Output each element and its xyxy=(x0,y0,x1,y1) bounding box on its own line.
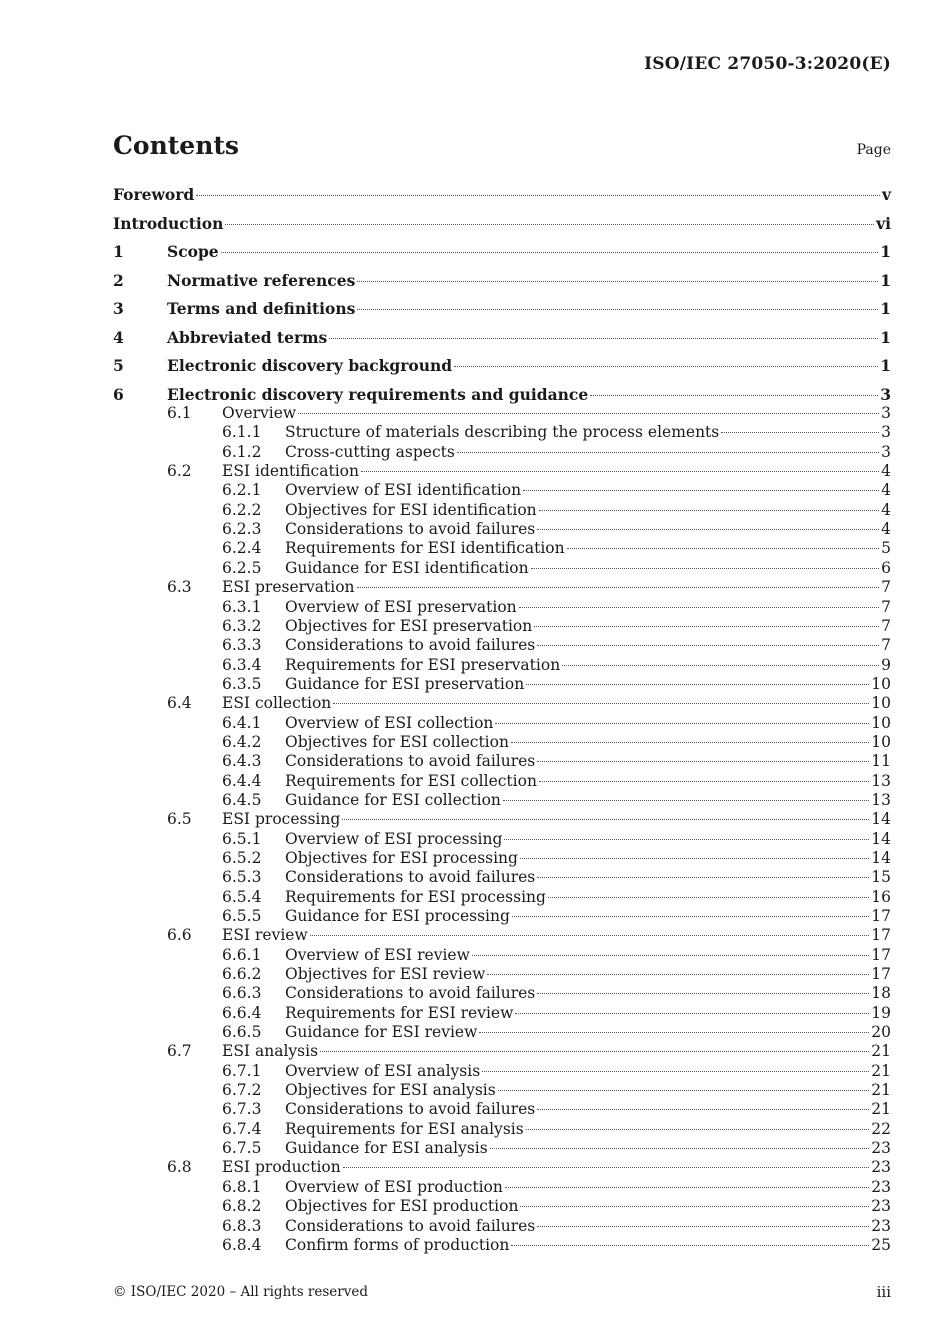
toc-entry-page: 25 xyxy=(871,1235,891,1254)
toc-entry[interactable] xyxy=(113,830,891,849)
toc-entry-number: 6.8.1 xyxy=(222,1177,262,1196)
toc-entry-label: Electronic discovery requirements and guidance xyxy=(167,384,589,404)
toc-entry-label: Electronic discovery background xyxy=(167,356,453,376)
dot-leader xyxy=(534,626,879,627)
dot-leader xyxy=(721,432,879,433)
toc-entry-page: 22 xyxy=(871,1119,891,1138)
toc-entry[interactable] xyxy=(113,675,891,694)
toc-entry[interactable] xyxy=(113,1120,891,1139)
toc-entry-label: ESI preservation xyxy=(222,578,355,597)
toc-entry-page: 10 xyxy=(871,713,891,732)
toc-entry[interactable] xyxy=(113,1158,891,1177)
toc-entry-label: Cross-cutting aspects xyxy=(285,442,455,461)
toc-entry[interactable] xyxy=(113,385,891,404)
dot-leader xyxy=(342,819,869,820)
toc-entry-number: 6.3.4 xyxy=(222,655,262,674)
dot-leader xyxy=(482,1071,869,1072)
toc-entry-number: 6.4.2 xyxy=(222,732,262,751)
toc-entry-page: 3 xyxy=(881,404,891,423)
toc-entry[interactable] xyxy=(113,356,891,375)
dot-leader xyxy=(537,1109,869,1110)
toc-entry[interactable] xyxy=(113,791,891,810)
toc-entry-label: Requirements for ESI analysis xyxy=(285,1119,524,1138)
toc-entry-number: 6.2.3 xyxy=(222,520,262,539)
toc-entry-number: 1 xyxy=(113,242,124,262)
toc-entry[interactable] xyxy=(113,559,891,578)
dot-leader xyxy=(298,413,879,414)
toc-entry-number: 2 xyxy=(113,270,124,290)
toc-entry-page: 5 xyxy=(881,539,891,558)
toc-entry-page: 21 xyxy=(871,1100,891,1119)
toc-entry[interactable] xyxy=(113,733,891,752)
toc-entry-label: ESI production xyxy=(222,1158,341,1177)
toc-entry-label: Considerations to avoid failures xyxy=(285,868,536,887)
toc-entry[interactable] xyxy=(113,907,891,926)
toc-entry-label: Considerations to avoid failures xyxy=(285,1100,536,1119)
toc-entry-label: Objectives for ESI preservation xyxy=(285,616,533,635)
toc-entry[interactable] xyxy=(113,328,891,347)
dot-leader xyxy=(472,955,869,956)
dot-leader xyxy=(523,490,879,491)
toc-entry-number: 6.7.2 xyxy=(222,1081,262,1100)
toc-entry-page: 7 xyxy=(881,597,891,616)
dot-leader xyxy=(487,974,869,975)
dot-leader xyxy=(479,1032,869,1033)
dot-leader xyxy=(357,309,878,310)
toc-entry-number: 6.7 xyxy=(167,1042,192,1061)
toc-entry-label: Structure of materials describing the process elements xyxy=(285,423,720,442)
toc-entry-page: 23 xyxy=(871,1197,891,1216)
toc-entry-number: 6.7.1 xyxy=(222,1061,262,1080)
toc-entry-label: Requirements for ESI identification xyxy=(285,539,565,558)
toc-entry[interactable] xyxy=(113,1236,891,1255)
toc-entry[interactable] xyxy=(113,185,891,204)
toc-entry[interactable] xyxy=(113,868,891,887)
toc-entry-label: ESI identification xyxy=(222,462,359,481)
toc-entry-label: Guidance for ESI review xyxy=(285,1023,478,1042)
toc-entry-label: Considerations to avoid failures xyxy=(285,1216,536,1235)
toc-entry[interactable] xyxy=(113,617,891,636)
dot-leader xyxy=(511,1245,869,1246)
toc-entry-page: 4 xyxy=(881,481,891,500)
toc-entry-number: 6.4 xyxy=(167,694,192,713)
toc-entry-label: Terms and definitions xyxy=(167,299,356,319)
toc-entry[interactable] xyxy=(113,888,891,907)
toc-entry-label: Guidance for ESI collection xyxy=(285,790,501,809)
dot-leader xyxy=(495,723,869,724)
dot-leader xyxy=(454,366,878,367)
toc-entry[interactable] xyxy=(113,1004,891,1023)
toc-entry[interactable] xyxy=(113,694,891,713)
toc-entry-number: 6.6.1 xyxy=(222,945,262,964)
toc-entry-page: 1 xyxy=(880,299,891,319)
toc-entry-number: 6.3.5 xyxy=(222,674,262,693)
toc-entry-number: 6.4.4 xyxy=(222,771,262,790)
toc-entry-label: Overview of ESI production xyxy=(285,1177,503,1196)
toc-entry-label: Objectives for ESI production xyxy=(285,1197,519,1216)
toc-entry[interactable] xyxy=(113,1178,891,1197)
toc-entry-number: 6.4.3 xyxy=(222,752,262,771)
dot-leader xyxy=(490,1148,870,1149)
toc-entry-page: 1 xyxy=(880,242,891,262)
dot-leader xyxy=(537,761,869,762)
toc-entry-number: 6.7.5 xyxy=(222,1139,262,1158)
toc-entry-page: 14 xyxy=(871,829,891,848)
toc-entry-page: 17 xyxy=(871,945,891,964)
toc-entry-number: 6.5.4 xyxy=(222,887,262,906)
toc-entry-page: 3 xyxy=(880,384,891,404)
toc-entry-page: 4 xyxy=(881,520,891,539)
toc-entry-number: 6.6.2 xyxy=(222,965,262,984)
toc-entry-page: 23 xyxy=(871,1158,891,1177)
table-of-contents xyxy=(113,185,891,1255)
toc-entry[interactable] xyxy=(113,423,891,442)
dot-leader xyxy=(520,1206,869,1207)
toc-entry-label: Considerations to avoid failures xyxy=(285,520,536,539)
dot-leader xyxy=(320,1051,869,1052)
toc-entry-page: 1 xyxy=(880,327,891,347)
dot-leader xyxy=(526,1129,870,1130)
toc-entry-number: 6.2 xyxy=(167,462,192,481)
toc-entry-page: 16 xyxy=(871,887,891,906)
dot-leader xyxy=(562,665,879,666)
toc-entry-number: 6.5.3 xyxy=(222,868,262,887)
toc-entry-number: 6.2.5 xyxy=(222,558,262,577)
toc-entry-label: Objectives for ESI processing xyxy=(285,848,518,867)
dot-leader xyxy=(343,1167,870,1168)
toc-entry-page: 15 xyxy=(871,868,891,887)
toc-entry-number: 6.3.1 xyxy=(222,597,262,616)
toc-entry-number: 5 xyxy=(113,356,124,376)
toc-entry-page: 20 xyxy=(871,1023,891,1042)
toc-entry[interactable] xyxy=(113,1042,891,1061)
toc-entry-label: ESI analysis xyxy=(222,1042,319,1061)
toc-entry-number: 6.6.5 xyxy=(222,1023,262,1042)
toc-entry[interactable] xyxy=(113,299,891,318)
toc-entry-label: ESI processing xyxy=(222,810,341,829)
toc-entry[interactable] xyxy=(113,984,891,1003)
toc-entry-number: 6.8.3 xyxy=(222,1216,262,1235)
toc-entry-label: Guidance for ESI analysis xyxy=(285,1139,488,1158)
toc-entry-label: Considerations to avoid failures xyxy=(285,636,536,655)
dot-leader xyxy=(526,684,869,685)
toc-entry-label: Foreword xyxy=(113,185,195,204)
footer-copyright: © ISO/IEC 2020 – All rights reserved xyxy=(113,1284,368,1300)
toc-entry[interactable] xyxy=(113,578,891,597)
toc-entry[interactable] xyxy=(113,443,891,462)
toc-entry-page: 1 xyxy=(880,270,891,290)
toc-entry-number: 6 xyxy=(113,384,124,404)
toc-entry[interactable] xyxy=(113,462,891,481)
toc-entry-label: Requirements for ESI review xyxy=(285,1003,514,1022)
dot-leader xyxy=(503,800,869,801)
toc-entry-number: 6.1.1 xyxy=(222,423,262,442)
toc-entry-label: Guidance for ESI preservation xyxy=(285,674,525,693)
dot-leader xyxy=(504,839,869,840)
toc-entry-label: Requirements for ESI preservation xyxy=(285,655,561,674)
toc-entry[interactable] xyxy=(113,656,891,675)
toc-entry-number: 6.5 xyxy=(167,810,192,829)
toc-entry-page: 21 xyxy=(871,1061,891,1080)
toc-entry-label: Overview of ESI processing xyxy=(285,829,503,848)
page-title: Contents xyxy=(113,131,240,160)
toc-entry-label: Objectives for ESI collection xyxy=(285,732,509,751)
toc-entry-number: 6.6 xyxy=(167,926,192,945)
dot-leader xyxy=(537,877,869,878)
toc-entry[interactable] xyxy=(113,752,891,771)
toc-entry[interactable] xyxy=(113,271,891,290)
toc-entry-page: 4 xyxy=(881,462,891,481)
page-column-label: Page xyxy=(856,142,891,158)
toc-entry-number: 6.6.3 xyxy=(222,984,262,1003)
toc-entry[interactable] xyxy=(113,1100,891,1119)
toc-entry-number: 6.4.5 xyxy=(222,790,262,809)
toc-entry-page: 18 xyxy=(871,984,891,1003)
toc-entry-number: 6.6.4 xyxy=(222,1003,262,1022)
toc-entry-number: 6.1 xyxy=(167,404,192,423)
toc-entry-number: 6.1.2 xyxy=(222,442,262,461)
toc-entry-label: Overview of ESI analysis xyxy=(285,1061,481,1080)
toc-entry-number: 3 xyxy=(113,299,124,319)
toc-entry-label: ESI collection xyxy=(222,694,332,713)
toc-entry-number: 6.7.3 xyxy=(222,1100,262,1119)
toc-entry-label: Considerations to avoid failures xyxy=(285,984,536,1003)
dot-leader xyxy=(505,1187,869,1188)
toc-entry[interactable] xyxy=(113,965,891,984)
toc-entry-number: 6.4.1 xyxy=(222,713,262,732)
toc-entry-page: 3 xyxy=(881,442,891,461)
toc-entry-number: 6.8.4 xyxy=(222,1235,262,1254)
dot-leader xyxy=(457,452,879,453)
footer-page-number: iii xyxy=(876,1283,891,1301)
toc-entry-label: Confirm forms of production xyxy=(285,1235,510,1254)
toc-entry-page: 13 xyxy=(871,771,891,790)
toc-entry-label: Abbreviated terms xyxy=(167,327,328,347)
toc-entry[interactable] xyxy=(113,214,891,233)
toc-entry[interactable] xyxy=(113,1217,891,1236)
toc-entry-page: 7 xyxy=(881,578,891,597)
toc-entry-label: Overview of ESI identification xyxy=(285,481,522,500)
toc-entry-label: Normative references xyxy=(167,270,356,290)
toc-entry-page: 3 xyxy=(881,423,891,442)
toc-entry-label: ESI review xyxy=(222,926,308,945)
toc-entry-number: 6.8.2 xyxy=(222,1197,262,1216)
toc-entry-page: 10 xyxy=(871,732,891,751)
toc-entry-number: 6.8 xyxy=(167,1158,192,1177)
dot-leader xyxy=(537,645,879,646)
dot-leader xyxy=(531,568,880,569)
toc-entry[interactable] xyxy=(113,714,891,733)
dot-leader xyxy=(357,587,880,588)
toc-entry[interactable] xyxy=(113,404,891,423)
toc-entry-label: Objectives for ESI analysis xyxy=(285,1081,496,1100)
dot-leader xyxy=(357,281,878,282)
dot-leader xyxy=(539,510,879,511)
toc-entry-page: 7 xyxy=(881,636,891,655)
dot-leader xyxy=(512,916,869,917)
toc-entry[interactable] xyxy=(113,926,891,945)
dot-leader xyxy=(225,224,874,225)
toc-entry-page: 6 xyxy=(881,558,891,577)
toc-entry-label: Objectives for ESI identification xyxy=(285,500,537,519)
toc-entry-label: Introduction xyxy=(113,213,224,233)
toc-entry-page: 17 xyxy=(871,965,891,984)
toc-entry-page: 21 xyxy=(871,1081,891,1100)
toc-entry-page: 23 xyxy=(871,1216,891,1235)
toc-entry-number: 6.7.4 xyxy=(222,1119,262,1138)
toc-entry-label: Overview xyxy=(222,404,297,423)
toc-entry-label: Overview of ESI preservation xyxy=(285,597,517,616)
toc-entry-page: 14 xyxy=(871,848,891,867)
toc-entry-page: 17 xyxy=(871,926,891,945)
toc-entry[interactable] xyxy=(113,501,891,520)
dot-leader xyxy=(537,1226,869,1227)
dot-leader xyxy=(329,338,878,339)
toc-entry[interactable] xyxy=(113,772,891,791)
toc-entry-number: 6.2.1 xyxy=(222,481,262,500)
dot-leader xyxy=(539,781,869,782)
dot-leader xyxy=(515,1013,869,1014)
toc-entry-number: 6.3.2 xyxy=(222,616,262,635)
toc-entry[interactable] xyxy=(113,810,891,829)
toc-entry[interactable] xyxy=(113,598,891,617)
toc-entry-label: Guidance for ESI processing xyxy=(285,907,510,925)
toc-entry-label: Requirements for ESI processing xyxy=(285,887,546,906)
toc-entry[interactable] xyxy=(113,242,891,261)
toc-entry-label: Considerations to avoid failures xyxy=(285,752,536,771)
dot-leader xyxy=(498,1090,870,1091)
dot-leader xyxy=(537,529,879,530)
dot-leader xyxy=(511,742,869,743)
document-id: ISO/IEC 27050-3:2020(E) xyxy=(644,54,891,74)
toc-entry-page: 17 xyxy=(871,907,891,925)
toc-entry-label: Overview of ESI collection xyxy=(285,713,494,732)
dot-leader xyxy=(520,858,869,859)
dot-leader xyxy=(567,548,880,549)
toc-entry-number: 6.5.2 xyxy=(222,848,262,867)
toc-entry-number: 6.3 xyxy=(167,578,192,597)
toc-entry-label: Guidance for ESI identification xyxy=(285,558,529,577)
dot-leader xyxy=(196,195,880,196)
toc-entry[interactable] xyxy=(113,636,891,655)
toc-entry[interactable] xyxy=(113,1062,891,1081)
toc-entry-number: 6.5.5 xyxy=(222,907,262,925)
toc-entry-page: 13 xyxy=(871,790,891,809)
toc-entry-number: 4 xyxy=(113,327,124,347)
dot-leader xyxy=(519,607,879,608)
dot-leader xyxy=(537,993,869,994)
dot-leader xyxy=(310,935,870,936)
toc-entry-label: Overview of ESI review xyxy=(285,945,470,964)
toc-entry-page: 4 xyxy=(881,500,891,519)
toc-entry-page: v xyxy=(881,185,891,204)
toc-entry[interactable] xyxy=(113,520,891,539)
toc-entry-page: 1 xyxy=(880,356,891,376)
toc-entry-page: 10 xyxy=(871,694,891,713)
toc-entry-page: 11 xyxy=(871,752,891,771)
toc-entry[interactable] xyxy=(113,1197,891,1216)
dot-leader xyxy=(548,897,869,898)
toc-entry-page: 9 xyxy=(881,655,891,674)
toc-entry-page: 21 xyxy=(871,1042,891,1061)
toc-entry-label: Requirements for ESI collection xyxy=(285,771,537,790)
toc-entry-page: vi xyxy=(876,213,891,233)
toc-entry[interactable] xyxy=(113,946,891,965)
toc-entry-number: 6.2.2 xyxy=(222,500,262,519)
dot-leader xyxy=(361,471,879,472)
toc-entry[interactable] xyxy=(113,849,891,868)
toc-entry-number: 6.2.4 xyxy=(222,539,262,558)
toc-entry-page: 23 xyxy=(871,1139,891,1158)
toc-entry-page: 23 xyxy=(871,1177,891,1196)
toc-entry[interactable] xyxy=(113,1081,891,1100)
toc-entry-page: 10 xyxy=(871,674,891,693)
toc-entry-number: 6.5.1 xyxy=(222,829,262,848)
toc-entry[interactable] xyxy=(113,1023,891,1042)
dot-leader xyxy=(221,252,879,253)
dot-leader xyxy=(590,395,878,396)
toc-entry-page: 19 xyxy=(871,1003,891,1022)
toc-entry[interactable] xyxy=(113,539,891,558)
dot-leader xyxy=(333,703,869,704)
toc-entry-label: Scope xyxy=(167,242,219,262)
toc-entry-number: 6.3.3 xyxy=(222,636,262,655)
toc-entry[interactable] xyxy=(113,481,891,500)
toc-entry-page: 7 xyxy=(881,616,891,635)
toc-entry[interactable] xyxy=(113,1139,891,1158)
toc-entry-page: 14 xyxy=(871,810,891,829)
toc-entry-label: Objectives for ESI review xyxy=(285,965,486,984)
